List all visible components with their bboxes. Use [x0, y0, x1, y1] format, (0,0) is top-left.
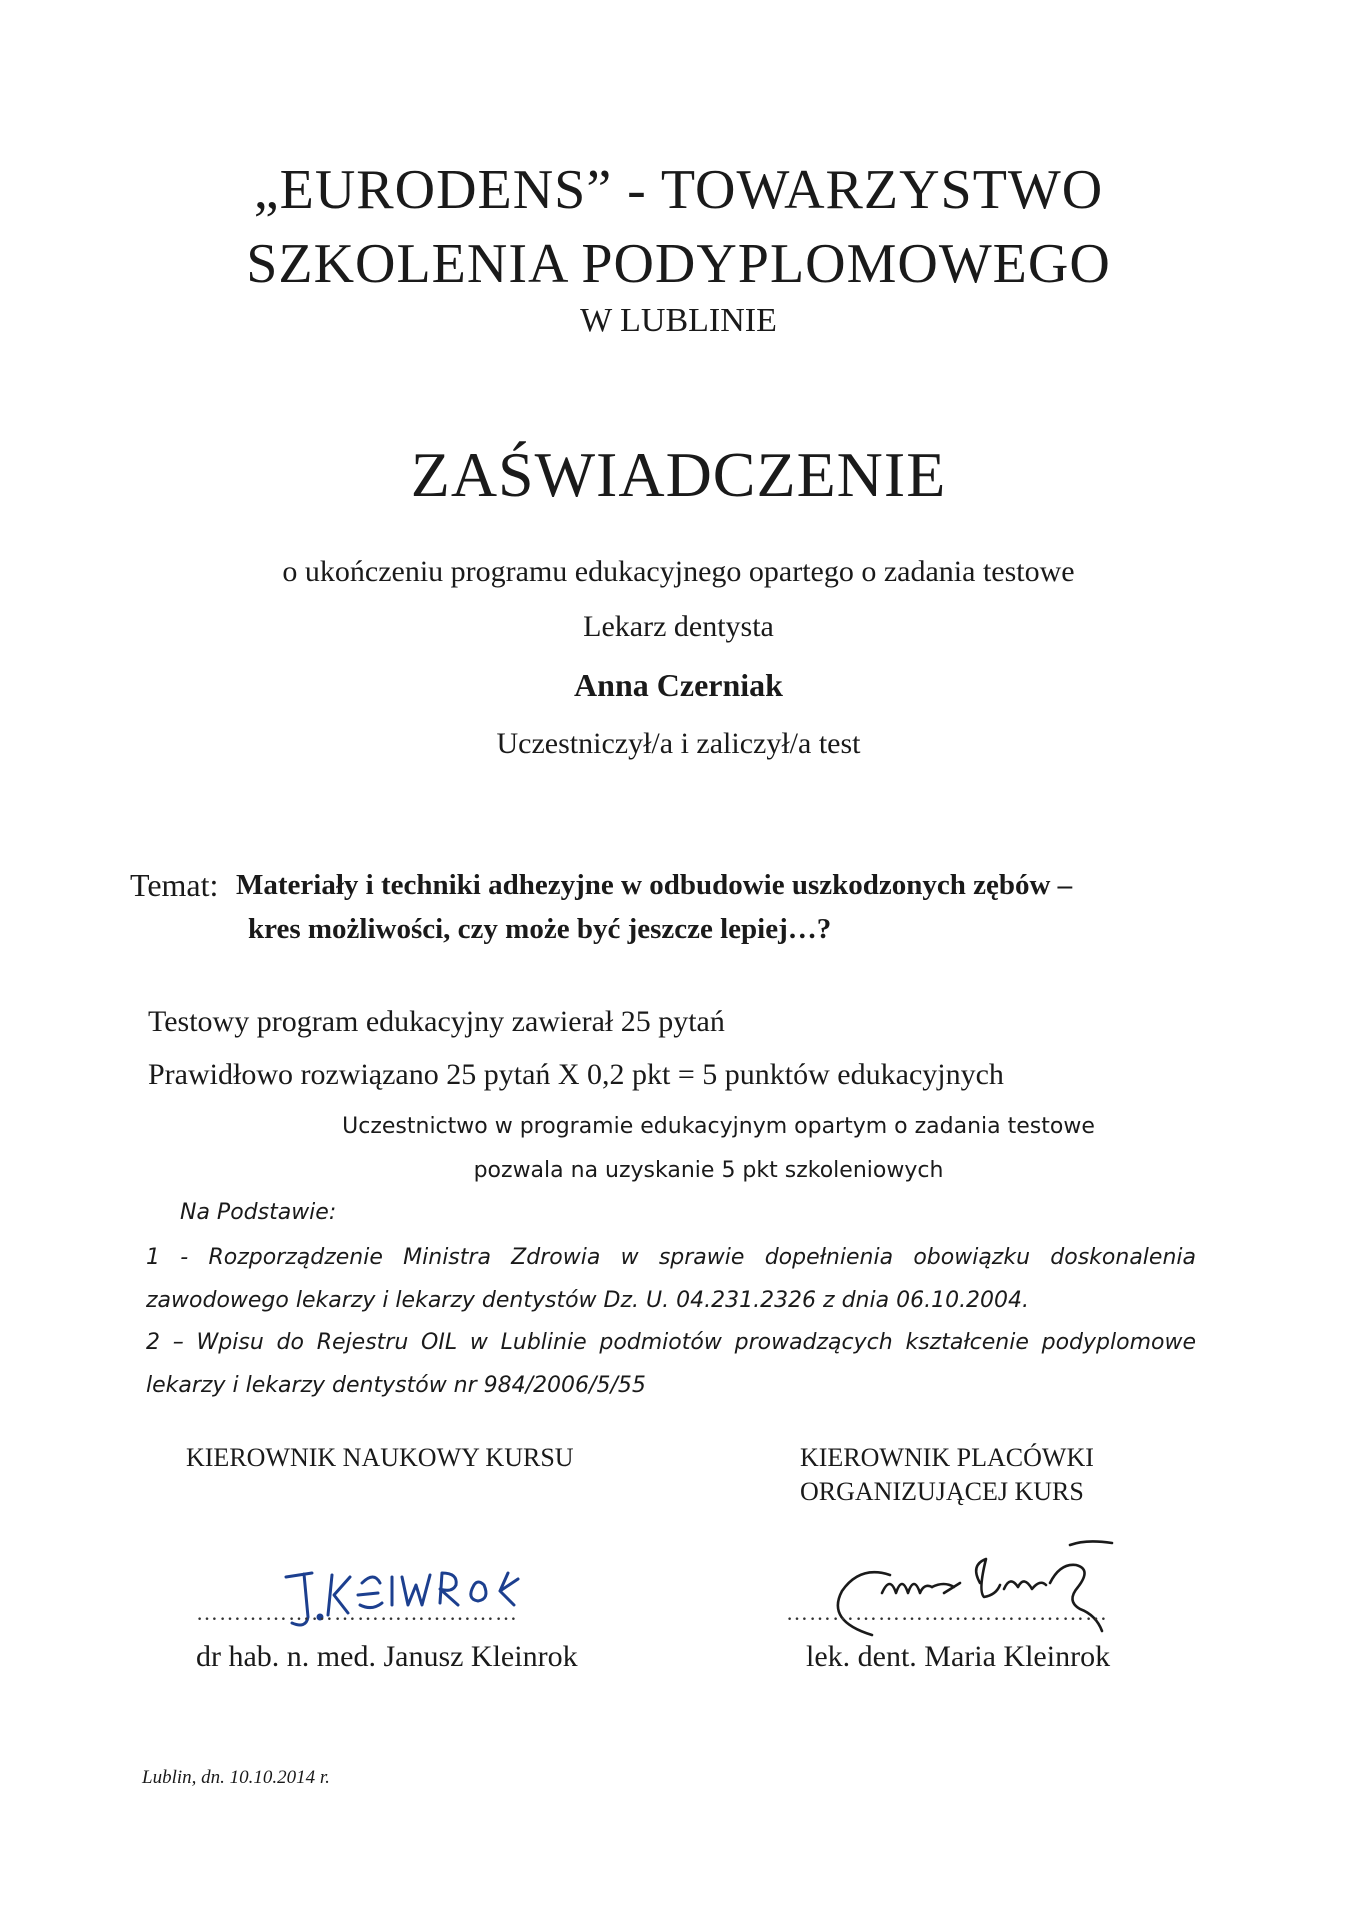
topic-title-line2: kres możliwości, czy może być jeszcze lepiej…?: [248, 913, 832, 945]
recipient-name: Anna Czerniak: [574, 667, 783, 703]
participation-line2: pozwala na uzyskanie 5 pkt szkoleniowych: [473, 1158, 944, 1183]
legal-basis-item2-line1: 2 – Wpisu do Rejestru OIL w Lublinie podmiotów prowadzących kształcenie podyplomowe: [146, 1330, 1196, 1355]
facility-director-role-line2: ORGANIZUJĄCEJ KURS: [800, 1477, 1084, 1506]
participation-line1: Uczestnictwo w programie edukacyjnym opartym o zadania testowe: [342, 1114, 1095, 1139]
organization-name-line2: SZKOLENIA PODYPLOMOWEGO: [246, 233, 1111, 295]
completion-statement: Uczestniczył/a i zaliczył/a test: [496, 727, 861, 760]
certificate-subtitle: o ukończeniu programu edukacyjnego opartego o zadania testowe: [282, 555, 1075, 588]
topic-label: Temat:: [130, 867, 219, 903]
legal-basis-heading: Na Podstawie:: [180, 1200, 337, 1225]
right-signature-line: ……………………………………: [786, 1600, 1108, 1625]
organization-city: W LUBLINIE: [580, 302, 777, 339]
legal-basis-item1-line1: 1 - Rozporządzenie Ministra Zdrowia w sprawie dopełnienia obowiązku doskonalenia: [146, 1245, 1196, 1270]
scientific-director-role: KIEROWNIK NAUKOWY KURSU: [186, 1443, 574, 1472]
document-title: ZAŚWIADCZENIE: [410, 439, 947, 510]
recipient-profession: Lekarz dentysta: [583, 610, 774, 643]
facility-director-name: lek. dent. Maria Kleinrok: [806, 1640, 1111, 1673]
organization-name-line1: „EURODENS” - TOWARZYSTWO: [253, 159, 1104, 221]
questions-count-text: Testowy program edukacyjny zawierał 25 pytań: [148, 1005, 725, 1038]
legal-basis-item1-line2: zawodowego lekarzy i lekarzy dentystów Dz. U. 04.231.2326 z dnia 06.10.2004.: [146, 1288, 1030, 1313]
left-signature-line: ……………………………………: [196, 1600, 518, 1625]
scientific-director-name: dr hab. n. med. Janusz Kleinrok: [196, 1640, 578, 1673]
place-and-date: Lublin, dn. 10.10.2014 r.: [142, 1767, 330, 1788]
points-result-text: Prawidłowo rozwiązano 25 pytań X 0,2 pkt = 5 punktów edukacyjnych: [148, 1058, 1004, 1091]
legal-basis-item2-line2: lekarzy i lekarzy dentystów nr 984/2006/5/55: [146, 1373, 646, 1398]
facility-director-role-line1: KIEROWNIK PLACÓWKI: [800, 1443, 1094, 1472]
topic-title-line1: Materiały i techniki adhezyjne w odbudowie uszkodzonych zębów –: [236, 869, 1073, 901]
